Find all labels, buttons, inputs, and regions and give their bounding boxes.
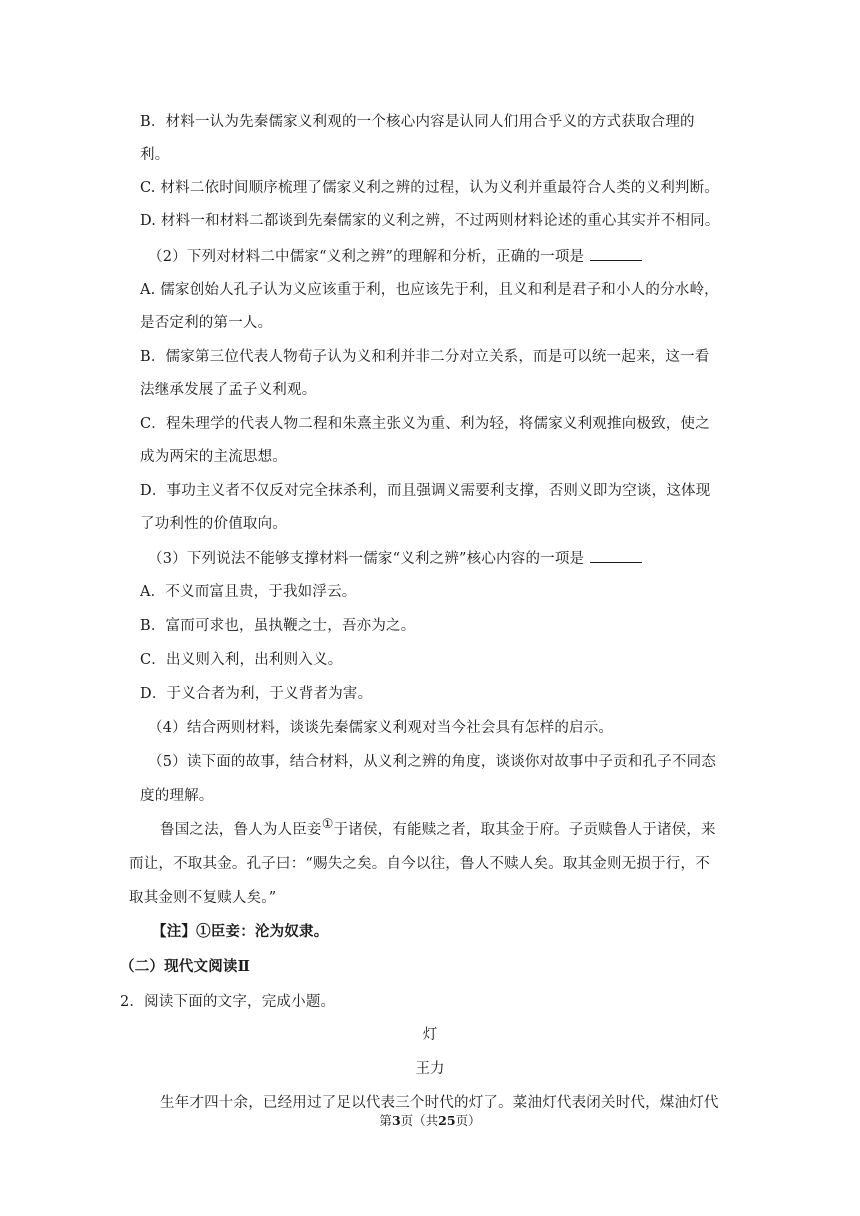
q2-option-d-line-1: D．事功主义者不仅反对完全抹杀利，而且强调义需要利支撑，否则义即为空谈，这体现	[140, 483, 711, 499]
option-b-line-1: B．材料一认为先秦儒家义利观的一个核心内容是认同人们用合乎义的方式获取合理的	[140, 114, 695, 130]
story-text-1a: 鲁国之法，鲁人为人臣妾	[160, 822, 322, 838]
option-c-line: C. 材料二依时间顺序梳理了儒家义利之辨的过程，认为义利并重最符合人类的义利判断。	[140, 180, 719, 196]
footer-total-pages: 25	[438, 1113, 456, 1128]
question-4: （4）结合两则材料，谈谈先秦儒家义利观对当今社会具有怎样的启示。	[148, 720, 614, 736]
footer-prefix: 第	[379, 1113, 392, 1128]
page-footer	[0, 1113, 860, 1129]
answer-blank	[590, 548, 642, 563]
q2-option-d-line-2: 了功利性的价值取向。	[140, 516, 287, 532]
story-line-3: 取其金则不复赎人矣。”	[129, 890, 277, 906]
q2-option-b-line-1: B．儒家第三位代表人物荀子认为义和利并非二分对立关系，而是可以统一起来，这一看	[140, 349, 710, 365]
question-5-line-1: （5）读下面的故事，结合材料，从义利之辨的角度，谈谈你对故事中子贡和孔子不同态	[148, 754, 717, 770]
q2-option-c-line-2: 成为两宋的主流思想。	[140, 449, 287, 465]
q3-option-b: B．富而可求也，虽执鞭之士，吾亦为之。	[140, 618, 416, 634]
option-b-line-2: 利。	[140, 147, 170, 163]
q3-option-c: C．出义则入利，出利则入义。	[140, 652, 343, 668]
option-d-line: D. 材料一和材料二都谈到先秦儒家的义利之辨，不过两则材料论述的重心其实并不相同。	[140, 213, 720, 229]
footer-mid: 页（共	[400, 1113, 439, 1128]
q2-option-a-line-2: 是否定利的第一人。	[140, 315, 273, 331]
question-3	[148, 548, 642, 569]
q3-option-d: D．于义合者为利，于义背者为害。	[140, 686, 373, 702]
task-instruction: 2．阅读下面的文字，完成小题。	[120, 994, 336, 1010]
question-3-text: （3）下列说法不能够支撑材料一儒家“义利之辨”核心内容的一项是	[148, 551, 585, 567]
story-line-2: 而让，不取其金。孔子曰：“赐失之矣。自今以往，鲁人不赎人矣。取其金则无损于行，不	[129, 856, 710, 872]
q2-option-c-line-1: C．程朱理学的代表人物二程和朱熹主张义为重、利为轻，将儒家义利观推向极致，使之	[140, 416, 710, 432]
footer-page-number: 3	[391, 1113, 401, 1128]
story-text-1b: 于诸侯，有能赎之者，取其金于府。子贡赎鲁人于诸侯，来	[333, 822, 716, 838]
question-2	[148, 246, 642, 267]
article-title: 灯	[422, 1027, 438, 1043]
q2-option-b-line-2: 法继承发展了孟子义利观。	[140, 382, 317, 398]
answer-blank	[590, 246, 642, 261]
question-2-text: （2）下列对材料二中儒家“义利之辨”的理解和分析，正确的一项是	[148, 249, 585, 265]
article-author: 王力	[415, 1061, 445, 1077]
footnote: 【注】①臣妾：沦为奴隶。	[152, 923, 329, 940]
section-heading: （二）现代文阅读Ⅱ	[120, 958, 251, 975]
story-line-1	[160, 817, 716, 840]
footer-suffix: 页）	[455, 1113, 481, 1128]
article-body-line-1: 生年才四十余，已经用过了足以代表三个时代的灯了。菜油灯代表闭关时代，煤油灯代	[160, 1095, 719, 1111]
q3-option-a: A．不义而富且贵，于我如浮云。	[140, 584, 357, 600]
q2-option-a-line-1: A. 儒家创始人孔子认为义应该重于利，也应该先于利，且义和利是君子和小人的分水岭，	[140, 282, 719, 298]
question-5-line-2: 度的理解。	[140, 788, 214, 804]
footnote-marker: ①	[321, 817, 334, 833]
